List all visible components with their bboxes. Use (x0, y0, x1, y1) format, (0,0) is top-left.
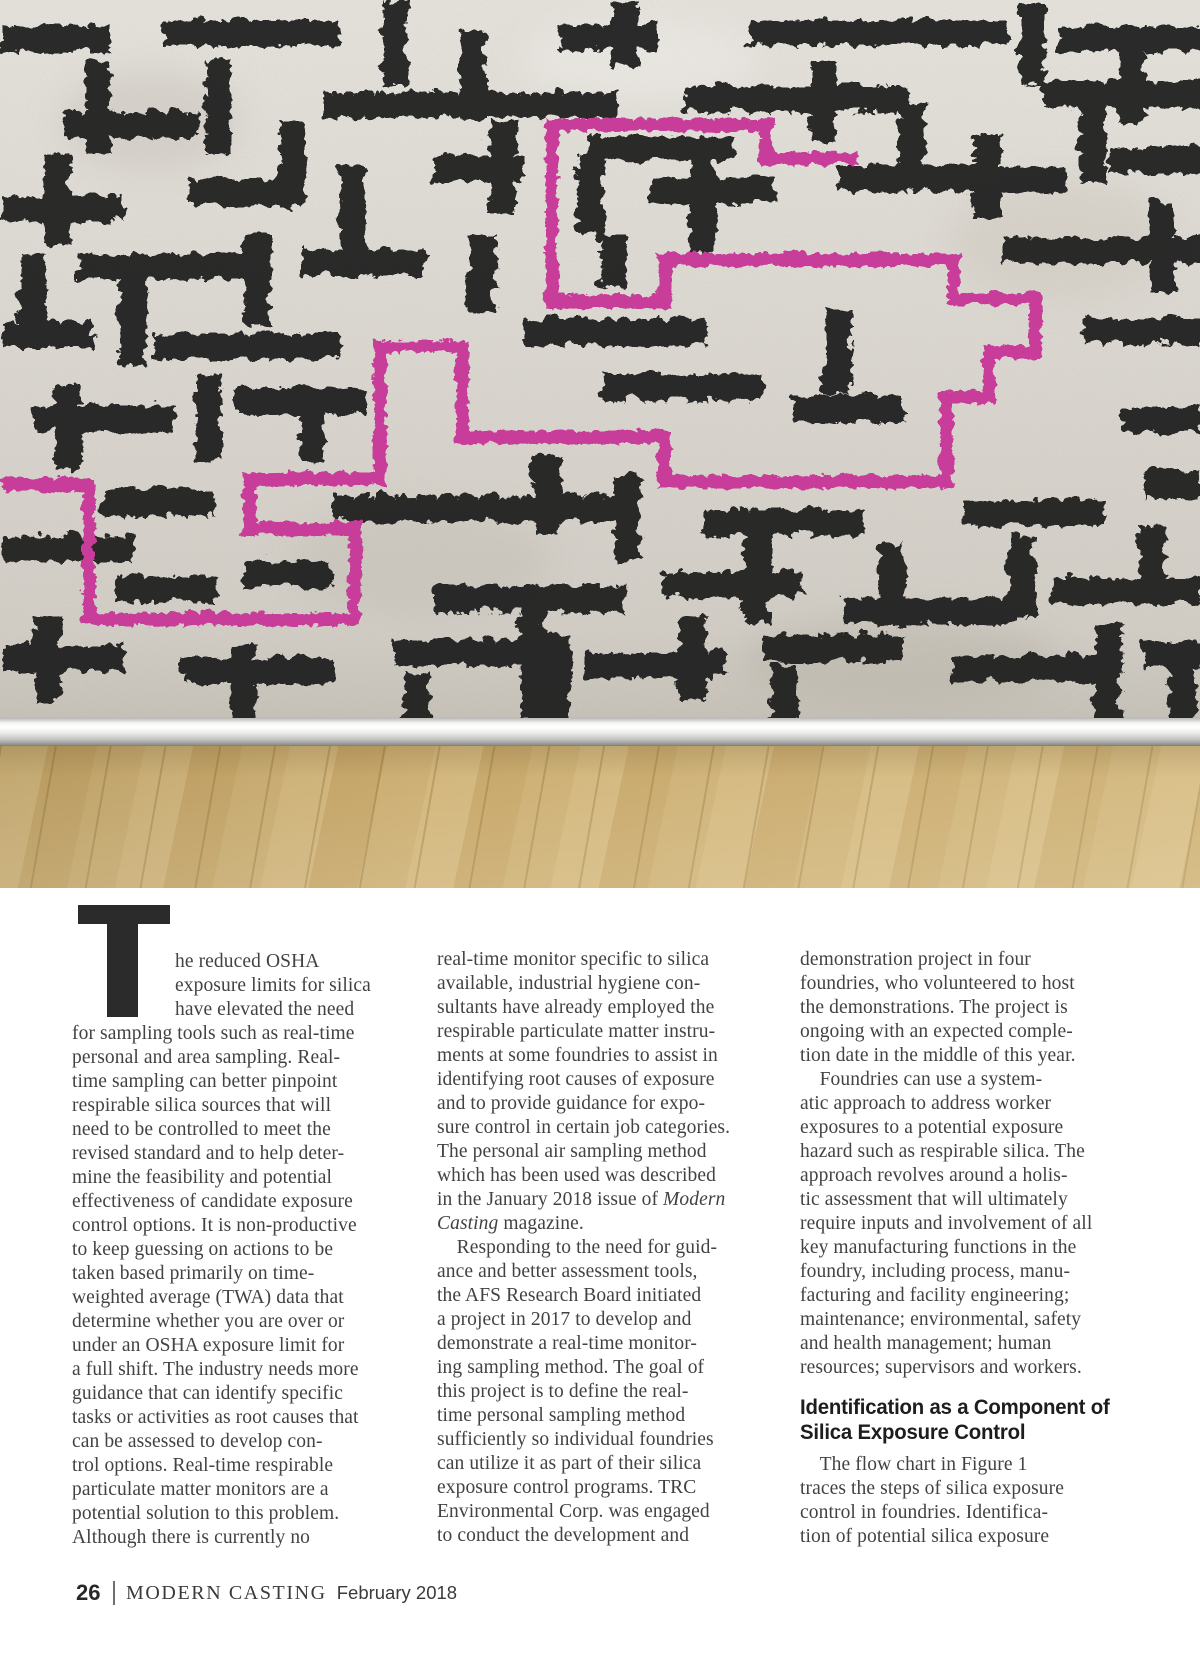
column-3 (800, 948, 1132, 1549)
paragraph: for sampling tools such as real-time personal and area sampling. Real- time sampling can better pinpoint respirable silica sources that will need to be controlled to meet the revised standard and to help deter- mine the feasibility and potential effectiveness of candidate exposure control options. It is non-productive to keep guessing on actions to be taken based primarily on time- weighted average (TWA) data that determine whether you are over or under an OSHA exposure limit for a full shift. The industry needs more guidance that can identify specific tasks or activities as root causes that can be assessed to develop con- trol options. Real-time respirable particulate matter monitors are a potential solution to this problem. Although there is currently no (72, 1023, 359, 1548)
section-heading: Identification as a Component of Silica Exposure Control (800, 1396, 1110, 1444)
footer-divider (113, 1581, 115, 1605)
page-number: 26 (76, 1580, 101, 1605)
baseboard (0, 718, 1200, 746)
paragraph: demonstration project in four foundries, who volunteered to host the demonstrations. The project is ongoing with an expected comple- tion date in the middle of this year. Foundries can use a system- atic approach to address worker exposures to a potential exposure hazard such as respirable silica. The approach revolves around a holis- tic assessment that will ultimately require inputs and involvement of all key manufacturing functions in the foundry, including process, manu- facturing and facility engineering; maintenance; environmental, safety and health management; human resources; supervisors and workers. (800, 949, 1093, 1378)
issue-date: February 2018 (336, 1582, 458, 1603)
wood-floor (0, 746, 1200, 888)
paragraph: real-time monitor specific to silica available, industrial hygiene con- sultants have already employed the respirable particulate matter instru- ments at some foundries to assist in identifying root causes of exposure and to provide guidance for expo- sure control in certain job categories. The personal air sampling method which has been used was described in the January 2018 issue of Modern Casting magazine. Responding to the need for guid- ance and better assessment tools, the AFS Research Board initiated a project in 2017 to develop and demonstrate a real-time monitor- ing sampling method. The goal of this project is to define the real- time personal sampling method sufficiently so individual foundries can utilize it as part of their silica exposure control programs. TRC Environmental Corp. was engaged to conduct the development and (437, 949, 731, 1546)
drop-cap-stem (107, 905, 138, 1017)
paragraph: The flow chart in Figure 1 traces the steps of silica exposure control in foundries. Identifica- tion of potential silica exposure (800, 1454, 1064, 1547)
page-footer (76, 1580, 457, 1606)
column-1 (72, 903, 406, 1550)
column-2 (437, 948, 761, 1548)
magazine-title: MODERN CASTING (125, 1581, 327, 1604)
paragraph-intro: he reduced OSHA exposure limits for silica have elevated the need (175, 951, 371, 1020)
maze-wall-illustration (0, 0, 1200, 720)
drop-cap-T (78, 905, 174, 1017)
